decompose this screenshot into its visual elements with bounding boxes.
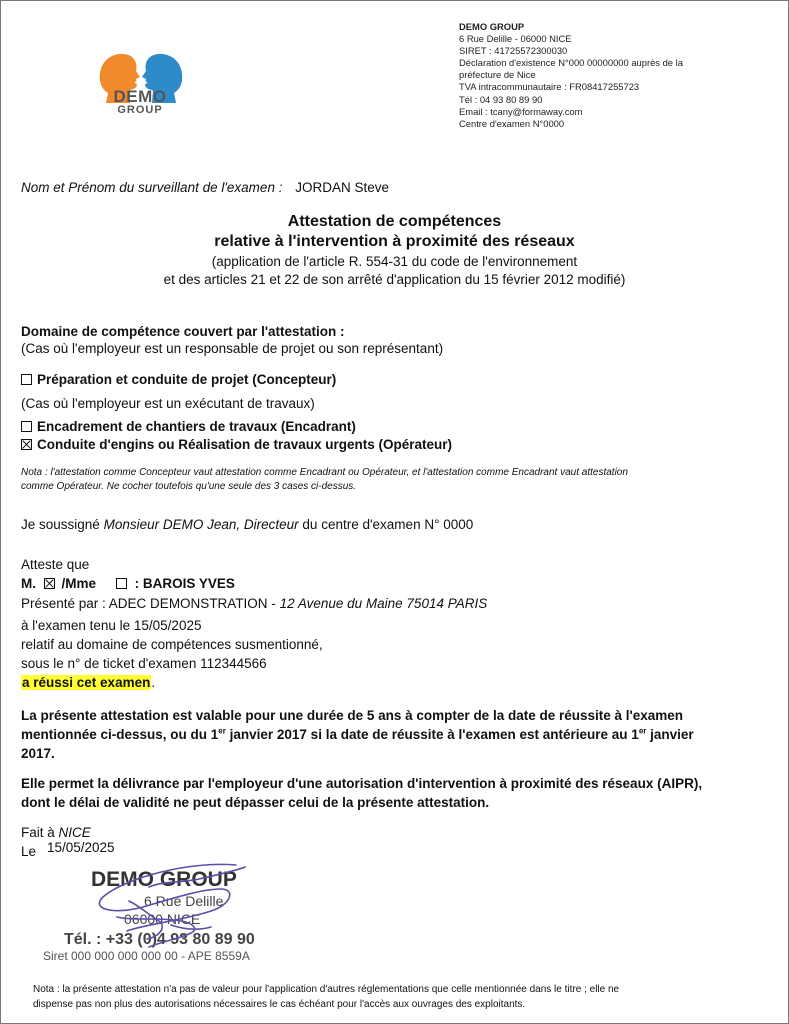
option-encadrant [21,418,356,435]
logo-text-group: GROUP [117,104,163,116]
surveillant-value: JORDAN Steve [295,180,389,195]
header-declaration: Déclaration d'existence N°000 00000000 auprès de la [459,57,683,69]
soussigne-row [21,516,473,533]
company-stamp [31,859,331,969]
presente-row [21,595,487,612]
validite-text-e: janvier [650,727,694,742]
validite-text-c: mentionnée ci-dessus, ou du 1 [21,727,219,742]
header-tva: TVA intracommunautaire : FR08417255723 [459,81,640,93]
stamp-tel: Tél. : +33 (0)4 93 80 89 90 [64,931,255,948]
header-company: DEMO GROUP [459,21,525,32]
aipr-line-1: Elle permet la délivrance par l'employeur d'une autorisation d'intervention à proximité des réseaux (AIPR), [21,776,703,791]
header-siret: SIRET : 41725572300030 [459,45,568,57]
operateur-checkbox[interactable] [21,439,32,450]
le-label: Le [21,844,37,859]
bottom-note-line-2: dispense pas non plus des autorisations nécessaires le cas échéant pour l'accès aux ouvrages des exploitants. [33,998,526,1010]
bottom-note-line-1: Nota : la présente attestation n'a pas de valeur pour l'application d'autres réglementations que celle mentionnée dans le titre ; elle ne [33,984,620,995]
stamp-name: DEMO GROUP [91,868,237,891]
exam-date: à l'examen tenu le 15/05/2025 [21,618,202,633]
civility-m-label: M. [21,576,36,591]
aipr-paragraph [21,774,781,812]
header-tel: Tél : 04 93 80 89 90 [459,93,543,105]
stamp-street: 6 Rue Delille [144,893,224,909]
company-header [459,21,759,130]
domaine-sub-2: (Cas où l'employeur est un exécutant de travaux) [21,396,315,411]
encadrant-checkbox[interactable] [21,421,32,432]
header-email: Email : tcany@formaway.com [459,105,583,117]
option-operateur [21,436,452,453]
relatif-line: relatif au domaine de compétences susmentionné, [21,637,323,652]
option-operateur-label: Conduite d'engins ou Réalisation de travaux urgents (Opérateur) [37,437,453,452]
presente-address: 12 Avenue du Maine 75014 PARIS [279,596,488,611]
ticket-line: sous le n° de ticket d'examen 112344566 [21,656,267,671]
aipr-line-2: dont le délai de validité ne peut dépasser celui de la présente attestation. [21,795,490,810]
header-address: 6 Rue Delille - 06000 NICE [459,33,572,45]
validite-paragraph [21,706,781,763]
surveillant-row [21,179,389,196]
stamp-siret: Siret 000 000 000 000 00 - APE 8559A [43,949,250,963]
presente-prefix: Présenté par : ADEC DEMONSTRATION - [21,596,276,611]
logo-text-demo: DEMO [113,87,167,106]
bottom-note [33,983,763,1012]
option-concepteur-label: Préparation et conduite de projet (Concepteur) [37,372,337,387]
validite-text-b: ans à compter de la date de réussite à l'examen [378,708,684,723]
option-concepteur [21,371,336,388]
fait-prefix: Fait à [21,825,55,840]
surveillant-label: Nom et Prénom du surveillant de l'examen : [21,180,283,195]
result-row [21,674,155,691]
validite-line-2 [21,725,781,744]
title-line-2: relative à l'intervention à proximité des réseaux [214,233,575,250]
result-highlight: a réussi cet examen [22,675,151,690]
civility-m-checkbox[interactable] [44,578,55,589]
domaine-note-line-2: comme Opérateur. Ne cocher toutefois qu'une seule des 3 cases ci-dessus. [21,481,357,492]
validite-line-1 [21,706,781,725]
validite-sup-1: er [218,726,226,736]
fait-city: NICE [58,825,91,840]
domaine-sub-1: (Cas où l'employeur est un responsable de projet ou son représentant) [21,341,444,356]
header-prefecture: préfecture de Nice [459,69,536,81]
title-line-4: et des articles 21 et 22 de son arrêté d'application du 15 février 2012 modifié) [163,272,626,287]
option-encadrant-label: Encadrement de chantiers de travaux (Encadrant) [37,419,356,434]
domaine-note [21,466,771,494]
title-line-1: Attestation de compétences [287,213,502,230]
domaine-note-line-1: Nota : l'attestation comme Concepteur vaut attestation comme Encadrant ou Opérateur, et l'attestation comme Encadrant vaut attestation [21,467,628,478]
stamp-city: 06000 NICE [124,911,201,927]
domaine-heading: Domaine de compétence couvert par l'attestation : [21,324,345,339]
validite-line-3: 2017. [21,746,55,761]
civility-row [21,575,235,592]
concepteur-checkbox[interactable] [21,374,32,385]
smile-icon [135,82,147,85]
validite-years: 5 [366,708,375,723]
title-line-3: (application de l'article R. 554-31 du code de l'environnement [211,254,578,269]
header-centre: Centre d'examen N°0000 [459,117,565,129]
soussigne-name: Monsieur DEMO Jean, Directeur [103,517,299,532]
result-dot: . [151,675,156,690]
civility-mme-label: /Mme [61,576,97,591]
civility-mme-checkbox[interactable] [116,578,127,589]
fait-date: 15/05/2025 [47,840,115,855]
candidate-name: : BAROIS YVES [134,576,235,591]
validite-sup-2: er [638,726,647,736]
validite-text-a: La présente attestation est valable pour une durée de [21,708,364,723]
validite-text-d: janvier 2017 si la date de réussite à l'examen est antérieure au 1 [229,727,639,742]
atteste-label: Atteste que [21,557,90,572]
soussigne-suffix: du centre d'examen N° 0000 [302,517,474,532]
soussigne-prefix: Je soussigné [21,517,100,532]
